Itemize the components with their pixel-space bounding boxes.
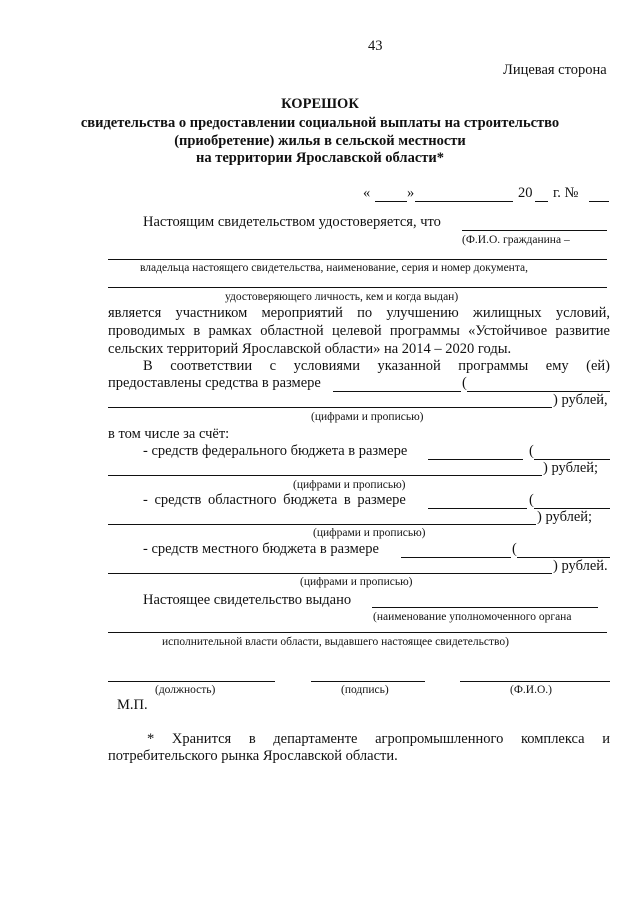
certify-text: Настоящим свидетельством удостоверяется, что [143,214,441,230]
total-rub: ) рублей, [553,392,608,408]
local-rub: ) рублей. [553,558,608,574]
regional-rub: ) рублей; [537,509,593,525]
position-field[interactable] [108,681,275,682]
title-line3: на территории Ярославской области* [196,150,444,166]
footnote-line2: потребительского рынка Ярославской области. [108,748,398,764]
total-paren-open: ( [462,375,467,391]
local-caption: (цифрами и прописью) [300,576,413,588]
federal-amount-field[interactable] [428,459,523,460]
full-name-field[interactable] [460,681,610,682]
federal-paren-open: ( [529,443,534,459]
issued-caption2: исполнительной власти области, выдавшего настоящее свидетельство) [162,636,509,648]
regional-caption: (цифрами и прописью) [313,527,426,539]
funds-line2: предоставлены средства в размере [108,375,321,391]
issuing-authority-field-2[interactable] [108,632,607,633]
total-amount-field[interactable] [333,391,461,392]
certify-caption3: удостоверяющего личность, кем и когда выдан) [225,291,459,303]
local-label: - средств местного бюджета в размере [143,541,379,557]
federal-label: - средств федерального бюджета в размере [143,443,408,459]
federal-caption: (цифрами и прописью) [293,479,406,491]
position-caption: (должность) [155,684,216,696]
number-field[interactable] [589,201,609,202]
month-field[interactable] [415,201,513,202]
local-paren-open: ( [512,541,517,557]
issuing-authority-field[interactable] [372,607,598,608]
citizen-name-field[interactable] [462,230,607,231]
issued-text: Настоящее свидетельство выдано [143,592,352,608]
year-prefix: 20 [518,185,533,201]
including-label: в том числе за счёт: [108,426,230,442]
regional-label: - средств областного бюджета в размере [143,492,406,508]
year-field[interactable] [535,201,548,202]
federal-amount-words-field-2[interactable] [108,475,542,476]
full-name-caption: (Ф.И.О.) [510,684,552,696]
regional-paren-open: ( [529,492,534,508]
local-amount-words-field-2[interactable] [108,573,552,574]
quote-close: » [407,185,415,201]
regional-amount-field[interactable] [428,508,527,509]
certify-caption1: (Ф.И.О. гражданина – [462,234,570,246]
identity-document-field[interactable] [108,287,607,288]
total-amount-words-field-2[interactable] [108,407,552,408]
title-heading: КОРЕШОК [281,96,359,112]
participant-line1: является участником мероприятий по улучшению жилищных условий, [108,305,610,321]
total-caption: (цифрами и прописью) [311,411,424,423]
title-line2: (приобретение) жилья в сельской местности [174,133,466,149]
participant-line3: сельских территорий Ярославской области» на 2014 – 2020 годы. [108,341,512,357]
stamp-label: М.П. [117,697,148,713]
owner-document-field[interactable] [108,259,607,260]
title-line1: свидетельства о предоставлении социальной выплаты на строительство [80,115,560,131]
side-label: Лицевая сторона [503,62,607,78]
footnote-line1: * Хранится в департаменте агропромышленного комплекса и [147,731,610,747]
funds-line1: В соответствии с условиями указанной программы ему (ей) [143,358,610,374]
number-label: г. № [553,185,579,201]
day-field[interactable] [375,201,407,202]
page-number: 43 [368,38,383,54]
quote-open: « [363,185,371,201]
issued-caption1: (наименование уполномоченного органа [373,611,572,623]
participant-line2: проводимых в рамках областной целевой программы «Устойчивое развитие [108,323,610,339]
local-amount-field[interactable] [401,557,511,558]
federal-rub: ) рублей; [543,460,599,476]
certify-caption2: владельца настоящего свидетельства, наименование, серия и номер документа, [140,262,528,274]
signature-caption: (подпись) [341,684,389,696]
regional-amount-words-field-2[interactable] [108,524,536,525]
signature-field[interactable] [311,681,425,682]
